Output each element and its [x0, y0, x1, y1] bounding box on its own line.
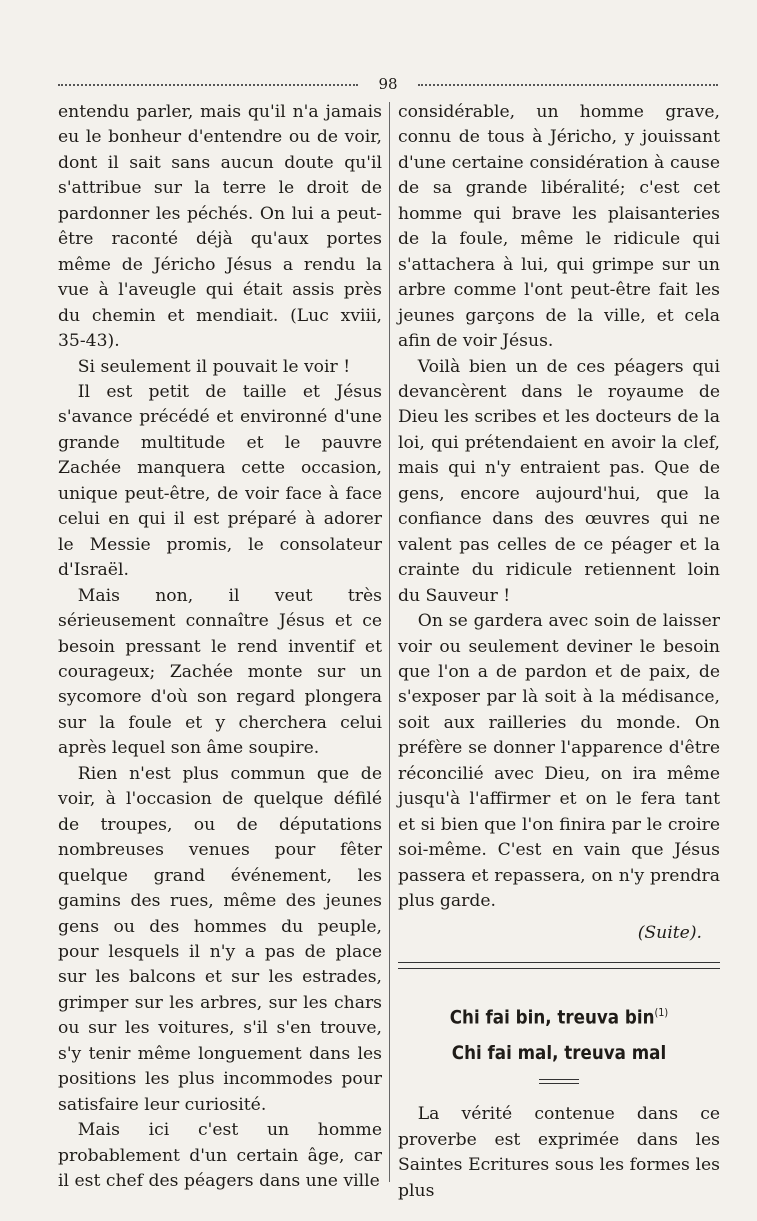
right-column [398, 100, 720, 1204]
paragraph: La vérité contenue dans ce proverbe est exprimée dans les Saintes Ecritures sous les formes les plus [398, 1104, 720, 1201]
paragraph: Il est petit de taille et Jésus s'avance précédé et environné d'une grande multitude et le pauvre Zachée manquera cette occasion, unique peut-être, de voir face à face celui en qui il est préparé à adorer le Messie promis, le consolateur d'Israël. [58, 381, 382, 581]
paragraph: entendu parler, mais qu'il n'a jamais eu le bonheur d'entendre ou de voir, dont il sait sans aucun doute qu'il s'attribue sur la terre le droit de pardonner les péchés. On lui a peut-être raconté déjà qu'aux portes même de Jéricho Jésus a rendu la vue à l'aveugle qui était assis près du chemin et mendiait. (Luc xviii, 35-43). [58, 102, 382, 352]
header-rule-right [418, 84, 718, 86]
section-title-text: Chi fai bin, treuva bin [449, 1006, 655, 1029]
left-column [58, 100, 382, 1194]
paragraph: Mais non, il veut très sérieusement connaître Jésus et ce besoin pressant le rend inventif et courageux; Zachée monte sur un sycomore d'où son regard plongera sur la foule et y cherchera celui après lequel son âme soupire. [58, 585, 382, 759]
page-number: 98 [378, 75, 398, 93]
paragraph: Mais ici c'est un homme probablement d'un certain âge, car il est chef des péagers dans une ville [58, 1120, 382, 1192]
column-divider [389, 102, 390, 1182]
paragraph: Voilà bien un de ces péagers qui devancèrent dans le royaume de Dieu les scribes et les docteurs de la loi, qui prétendaient en avoir la clef, mais qui n'y entraient pas. Que de gens, encore aujourd'hui, que la confiance dans des œuvres qui ne valent pas celles de ce péager et la crainte du ridicule retiennent loin du Sauveur ! [398, 356, 720, 606]
page-header [58, 72, 718, 96]
paragraph: On se gardera avec soin de laisser voir ou seulement deviner le besoin que l'on a de pardon et de paix, de s'exposer par là soit à la médisance, soit aux railleries du monde. On préfère se donner l'apparence d'être réconcilié avec Dieu, on ira même jusqu'à l'affirmer et on le fera tant et si bien que l'on finira par le croire soi-même. C'est en vain que Jésus passera et repassera, on n'y prendra plus garde. [398, 611, 720, 912]
suite-label: (Suite). [637, 922, 702, 943]
section-separator [398, 962, 720, 969]
paragraph: Rien n'est plus commun que de voir, à l'occasion de quelque défilé de troupes, ou de députations nombreuses venues pour fêter quelque grand événement, les gamins des rues, même des jeunes gens ou des hommes du peuple, pour lesquels il n'y a pas de place sur les balcons et sur les estrades, grimper sur les arbres, sur les chars ou sur les voitures, s'il s'en trouve, s'y tenir même longuement dans les positions les plus incommodes pour satisfaire leur curiosité. [58, 763, 382, 1115]
paragraph: Si seulement il pouvait le voir ! [77, 356, 351, 377]
title-ornament-rule [539, 1079, 579, 1084]
paragraph: considérable, un homme grave, connu de tous à Jéricho, y jouissant d'une certaine considération à cause de sa grande libéralité; c'est cet homme qui brave les plaisanteries de la foule, même le ridicule qui s'attachera à lui, qui grimpe sur un arbre comme l'ont peut-être fait les jeunes garçons de la ville, et cela afin de voir Jésus. [398, 102, 720, 352]
section-title-line1 [417, 995, 700, 1035]
footnote-ref: (1) [654, 1005, 669, 1019]
section-title-line2: Chi fai mal, treuva mal [451, 1042, 667, 1065]
